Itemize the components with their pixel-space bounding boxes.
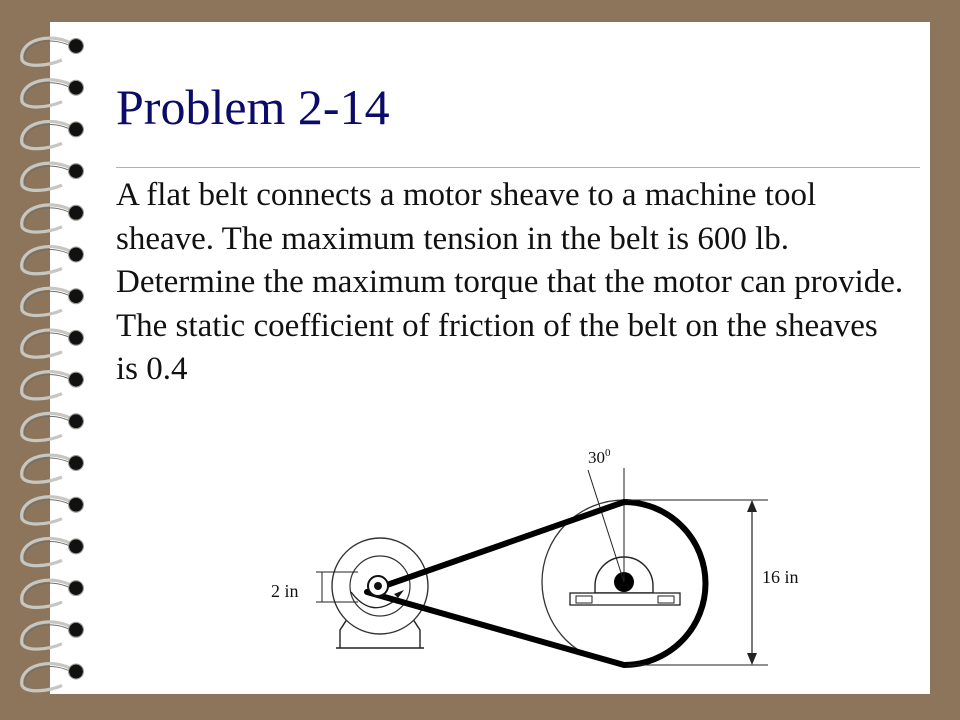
slide-title: Problem 2-14: [116, 79, 390, 135]
angle-value: 30: [588, 448, 605, 467]
motor-shaft-inner: [374, 582, 382, 590]
bolt-left: [576, 596, 592, 603]
angle-label: [588, 447, 611, 467]
small-diameter-label: 2 in: [271, 581, 299, 601]
large-diameter-label: 16 in: [762, 567, 799, 587]
large-dim-arrow-top: [747, 500, 757, 512]
problem-statement: A flat belt connects a motor sheave to a machine tool sheave. The maximum tension in the belt is 600 lb. Determine the maximum torque that the motor can provide. The static coefficient of friction of the belt on the sheaves is 0.4: [116, 177, 904, 387]
large-dim-arrow-bottom: [747, 653, 757, 665]
bolt-right: [658, 596, 674, 603]
angle-degree-superscript: 0: [605, 447, 611, 459]
